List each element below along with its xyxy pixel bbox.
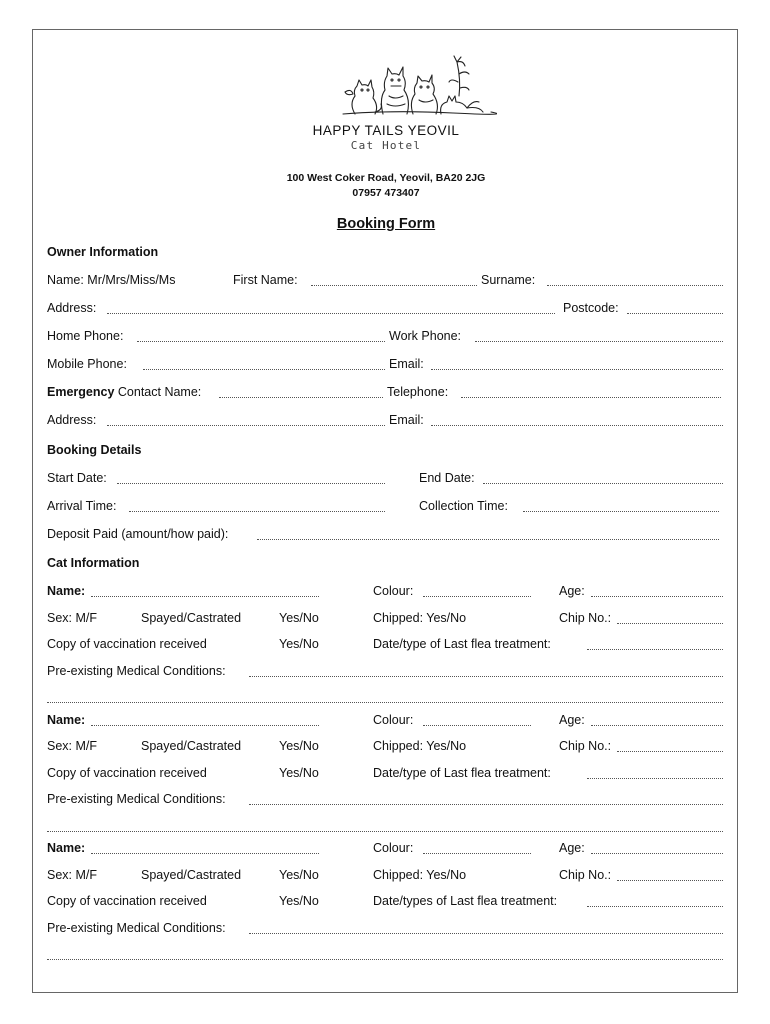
collection-time-label: Collection Time: [419,499,508,513]
medical-conditions-label: Pre-existing Medical Conditions: [47,663,226,678]
flea-treatment-field[interactable] [587,649,723,650]
flea-treatment-field[interactable] [587,778,723,779]
spayed-label: Spayed/Castrated [141,610,242,625]
cat-name-field[interactable] [91,596,319,597]
form-title: Booking Form [336,216,436,232]
business-address: 100 West Coker Road, Yeovil, BA20 2JG [286,172,486,184]
home-phone-field[interactable] [137,341,385,342]
chipped-label[interactable]: Chipped: Yes/No [373,867,467,882]
chip-number-field[interactable] [617,623,723,624]
cat-section-heading: Cat Information [47,556,140,570]
chip-number-label: Chip No.: [559,867,612,882]
telephone-field[interactable] [461,397,721,398]
chipped-label[interactable]: Chipped: Yes/No [373,739,467,753]
address-label: Address: [47,301,97,315]
postcode-label: Postcode: [563,301,619,315]
emergency-address-label: Address: [47,413,97,427]
emergency-email-label: Email: [389,413,424,427]
arrival-time-field[interactable] [129,511,385,512]
flea-treatment-field[interactable] [587,906,723,907]
name-title-label: Name: Mr/Mrs/Miss/Ms [47,273,176,287]
cat-name-field[interactable] [91,725,319,726]
emergency-email-field[interactable] [431,425,723,426]
emergency-contact-field[interactable] [219,397,383,398]
arrival-time-label: Arrival Time: [47,499,117,513]
deposit-field[interactable] [257,539,719,540]
medical-conditions-field[interactable] [249,676,723,677]
medical-conditions-field[interactable] [249,804,723,805]
chip-number-field[interactable] [617,751,723,752]
sex-label: Sex: M/F [47,739,98,753]
emergency-contact-label [47,385,201,400]
age-label: Age: [559,584,585,598]
colour-field[interactable] [423,853,531,854]
flea-treatment-label: Date/types of Last flea treatment: [373,894,558,908]
first-name-field[interactable] [311,285,477,286]
emergency-address-field[interactable] [107,425,385,426]
postcode-field[interactable] [627,313,723,314]
chip-number-field[interactable] [617,880,723,881]
medical-conditions-field[interactable] [249,933,723,934]
spayed-yes-no[interactable]: Yes/No [279,610,319,625]
chip-number-label: Chip No.: [559,610,612,625]
email-field[interactable] [431,369,723,370]
booking-form-page [32,29,738,993]
vaccination-yes-no[interactable]: Yes/No [279,765,319,780]
brand-subtitle: Cat Hotel [350,139,422,152]
emergency-label-rest: Contact Name: [117,385,202,399]
colour-field[interactable] [423,596,531,597]
cat-name-label: Name: [47,712,86,727]
spayed-label: Spayed/Castrated [141,739,242,753]
age-label: Age: [559,841,585,855]
spayed-yes-no[interactable]: Yes/No [279,739,319,753]
business-phone: 07957 473407 [352,187,420,199]
work-phone-label: Work Phone: [389,329,462,343]
sex-label: Sex: M/F [47,867,98,882]
spayed-label: Spayed/Castrated [141,867,242,882]
flea-treatment-label: Date/type of Last flea treatment: [373,637,551,651]
vaccination-yes-no[interactable]: Yes/No [279,637,319,651]
first-name-label: First Name: [233,273,298,287]
chipped-label[interactable]: Chipped: Yes/No [373,610,467,625]
medical-conditions-extra-line[interactable] [47,831,723,832]
vaccination-label: Copy of vaccination received [47,765,207,780]
colour-label: Colour: [373,584,414,598]
deposit-label: Deposit Paid (amount/how paid): [47,527,229,541]
flea-treatment-label: Date/type of Last flea treatment: [373,765,551,780]
colour-label: Colour: [373,712,414,727]
spayed-yes-no[interactable]: Yes/No [279,867,319,882]
booking-section-heading: Booking Details [47,443,142,457]
surname-field[interactable] [547,285,723,286]
age-field[interactable] [591,596,723,597]
surname-label: Surname: [481,273,536,287]
medical-conditions-extra-line[interactable] [47,702,723,703]
address-field[interactable] [107,313,555,314]
age-field[interactable] [591,725,723,726]
mobile-phone-label: Mobile Phone: [47,357,127,371]
cats-logo-icon [333,52,497,120]
vaccination-yes-no[interactable]: Yes/No [279,894,319,908]
cat-name-field[interactable] [91,853,319,854]
vaccination-label: Copy of vaccination received [47,637,207,651]
start-date-label: Start Date: [47,471,107,485]
cat-name-label: Name: [47,584,86,598]
colour-label: Colour: [373,841,414,855]
collection-time-field[interactable] [523,511,719,512]
telephone-label: Telephone: [387,385,449,399]
cat-name-label: Name: [47,841,86,855]
home-phone-label: Home Phone: [47,329,124,343]
start-date-field[interactable] [117,483,385,484]
mobile-phone-field[interactable] [143,369,385,370]
emergency-label-bold: Emergency [47,385,115,399]
end-date-label: End Date: [419,471,475,485]
work-phone-field[interactable] [475,341,723,342]
medical-conditions-label: Pre-existing Medical Conditions: [47,920,226,935]
medical-conditions-label: Pre-existing Medical Conditions: [47,792,226,806]
chip-number-label: Chip No.: [559,739,612,753]
colour-field[interactable] [423,725,531,726]
medical-conditions-extra-line[interactable] [47,959,723,960]
owner-section-heading: Owner Information [47,245,159,259]
age-field[interactable] [591,853,723,854]
age-label: Age: [559,712,585,727]
vaccination-label: Copy of vaccination received [47,894,207,908]
end-date-field[interactable] [483,483,723,484]
brand-name: HAPPY TAILS YEOVIL [312,123,460,138]
email-label: Email: [389,357,424,371]
sex-label: Sex: M/F [47,610,98,625]
